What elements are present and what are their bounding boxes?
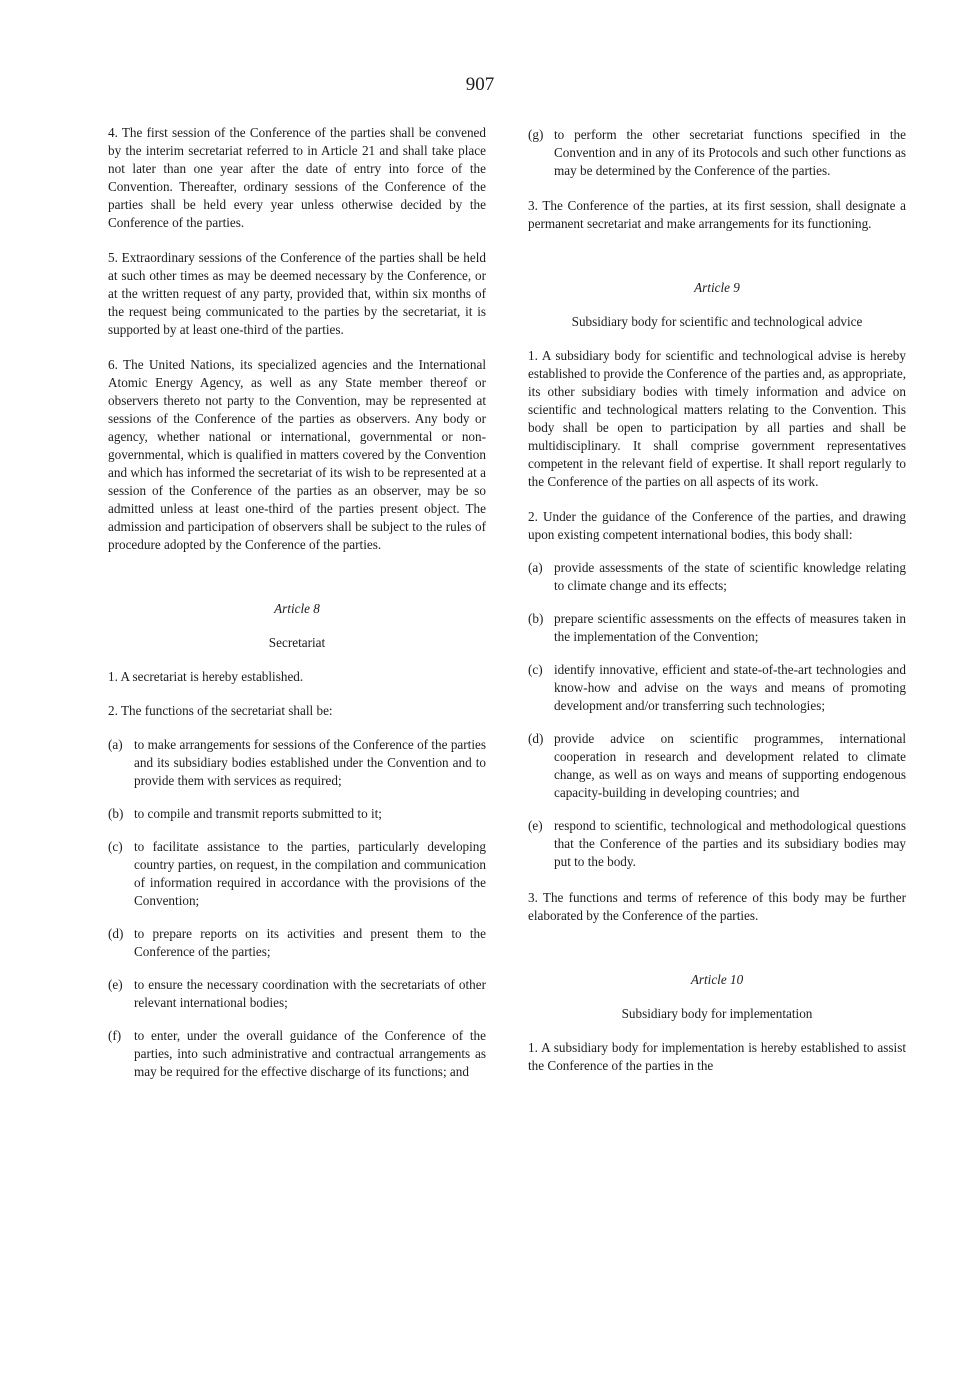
article-9-paragraph-1: 1. A subsidiary body for scientific and technological advise is hereby established to provide the Conference of the parties and, as appropriate, its other subsidiary bodies with timely information and advice on scientific and technological matters relating to the Convention. This body shall be open to participation by all parties and shall be multidisciplinary. It shall comprise government representatives competent in the relevant field of expertise. It shall report regularly to the Conference of the parties on all aspects of its work. bbox=[528, 348, 906, 489]
article-9-paragraph-3: 3. The functions and terms of reference of this body may be further elaborated by the Conference of the parties. bbox=[528, 890, 906, 923]
item-label: (c) bbox=[528, 662, 543, 677]
item-label: (a) bbox=[528, 560, 543, 575]
item-text: to perform the other secretariat functions specified in the Convention and in any of its Protocols and such other functions as may be determined by the Conference of the parties. bbox=[554, 127, 906, 178]
item-label: (e) bbox=[528, 818, 543, 833]
item-text: to prepare reports on its activities and present them to the Conference of the parties; bbox=[134, 926, 486, 959]
item-label: (d) bbox=[108, 926, 124, 941]
secretariat-function-b bbox=[108, 805, 486, 823]
article-9-title: Article 9 bbox=[694, 280, 740, 295]
item-label: (f) bbox=[108, 1028, 122, 1043]
advice-body-task-b bbox=[528, 610, 906, 646]
article-8-subtitle: Secretariat bbox=[268, 635, 326, 650]
article-10-title: Article 10 bbox=[690, 972, 744, 987]
item-text: to facilitate assistance to the parties, particularly developing country parties, on request, in the compilation and communication of information required in accordance with the provisions of the Convention; bbox=[134, 839, 486, 908]
item-text: respond to scientific, technological and methodological questions that the Conference of the parties and its subsidiary bodies may put to the body. bbox=[554, 818, 906, 869]
article-8-paragraph-3: 3. The Conference of the parties, at its first session, shall designate a permanent secretariat and make arrangements for its functioning. bbox=[528, 198, 906, 231]
advice-body-task-d bbox=[528, 730, 906, 802]
page-number: 907 bbox=[465, 74, 495, 95]
item-text: prepare scientific assessments on the effects of measures taken in the implementation of the Convention; bbox=[554, 611, 906, 644]
article-10-subtitle: Subsidiary body for implementation bbox=[621, 1006, 813, 1021]
paragraph-6: 6. The United Nations, its specialized agencies and the International Atomic Energy Agency, as well as any State member thereof or observers thereto not party to the Convention, may be represented at sessions of the Conference of the parties as observers. Any body or agency, whether national or international, governmental or non-governmental, which is qualified in matters covered by the Convention and which has informed the secretariat of its wish to be represented at a session of the Conference of the parties as an observer, may be so admitted unless at least one-third of the parties present object. The admission and participation of observers shall be subject to the rules of procedure adopted by the Conference of the parties. bbox=[108, 357, 486, 552]
advice-body-task-a bbox=[528, 559, 906, 595]
right-column bbox=[528, 126, 906, 1075]
item-label: (e) bbox=[108, 977, 123, 992]
item-text: to make arrangements for sessions of the Conference of the parties and its subsidiary bodies established under the Convention and to provide them with services as required; bbox=[134, 737, 486, 788]
article-8-paragraph-2: 2. The functions of the secretariat shall be: bbox=[108, 703, 333, 718]
item-text: provide assessments of the state of scientific knowledge relating to climate change and its effects; bbox=[554, 560, 906, 593]
item-text: to compile and transmit reports submitted to it; bbox=[134, 806, 382, 821]
secretariat-function-f bbox=[108, 1027, 486, 1081]
paragraph-5: 5. Extraordinary sessions of the Conference of the parties shall be held at such other times as may be deemed necessary by the Conference, or at the written request of any party, provided that, within six months of the request being communicated to the parties by the secretariat, it is supported by at least one-third of the parties. bbox=[108, 250, 486, 337]
item-text: provide advice on scientific programmes, international cooperation in research and development related to climate change, as well as on ways and means of supporting endogenous capacity-building in developing countries; and bbox=[554, 731, 906, 800]
left-column bbox=[108, 124, 486, 1081]
secretariat-function-d bbox=[108, 925, 486, 961]
article-8-paragraph-1: 1. A secretariat is hereby established. bbox=[108, 669, 304, 684]
item-label: (a) bbox=[108, 737, 123, 752]
paragraph-4: 4. The first session of the Conference of the parties shall be convened by the interim secretariat referred to in Article 21 and shall take place not later than one year after the date of entry into force of the Convention. Thereafter, ordinary sessions of the Conference of the parties shall be held every year unless otherwise decided by the Conference of the parties. bbox=[108, 125, 486, 230]
advice-body-task-c bbox=[528, 661, 906, 715]
item-text: to enter, under the overall guidance of the Conference of the parties, into such administrative and contractual arrangements as may be required for the effective discharge of its functions; and bbox=[134, 1028, 486, 1079]
secretariat-function-c bbox=[108, 838, 486, 910]
secretariat-function-g bbox=[528, 126, 906, 180]
item-label: (c) bbox=[108, 839, 123, 854]
item-label: (d) bbox=[528, 731, 544, 746]
secretariat-function-a bbox=[108, 736, 486, 790]
article-8-title: Article 8 bbox=[274, 601, 320, 616]
article-10-paragraph-1: 1. A subsidiary body for implementation is hereby established to assist the Conference of the parties in the bbox=[528, 1040, 906, 1073]
advice-body-task-e bbox=[528, 817, 906, 871]
item-text: identify innovative, efficient and state-of-the-art technologies and know-how and advise on the ways and means of promoting development and/or transferring such technologies; bbox=[554, 662, 906, 713]
article-9-paragraph-2: 2. Under the guidance of the Conference of the parties, and drawing upon existing competent international bodies, this body shall: bbox=[528, 509, 906, 542]
article-9-subtitle: Subsidiary body for scientific and technological advice bbox=[571, 314, 863, 329]
secretariat-function-e bbox=[108, 976, 486, 1012]
item-label: (g) bbox=[528, 127, 544, 142]
item-label: (b) bbox=[108, 806, 124, 821]
item-label: (b) bbox=[528, 611, 544, 626]
item-text: to ensure the necessary coordination with the secretariats of other relevant international bodies; bbox=[134, 977, 486, 1010]
